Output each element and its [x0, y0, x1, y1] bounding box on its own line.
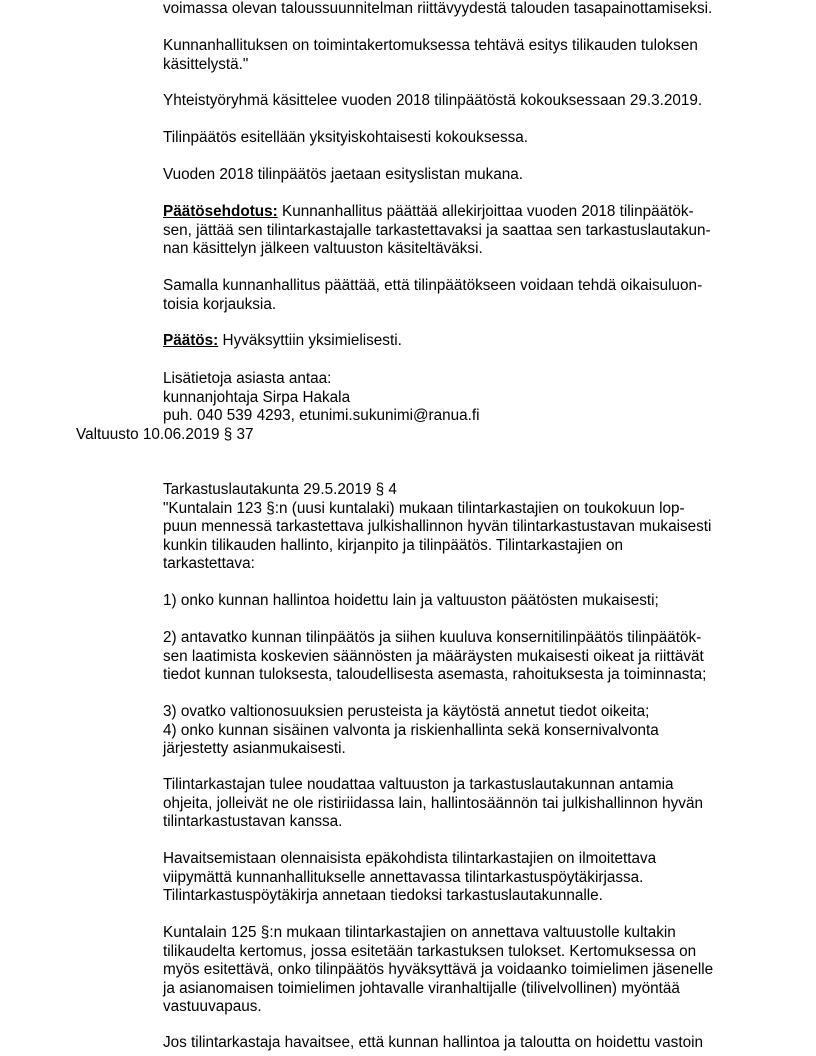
paragraph-cooperation-group: Yhteistyöryhmä käsittelee vuoden 2018 tilinpäätöstä kokouksessaan 29.3.2019.	[163, 92, 703, 109]
decision-paragraph	[163, 332, 753, 351]
meeting-heading: Valtuusto 10.06.2019 § 37	[76, 426, 254, 443]
paragraph-presentation: Tilinpäätös esitellään yksityiskohtaisesti kokouksessa.	[163, 129, 529, 146]
proposal-corrections: Samalla kunnanhallitus päättää, että tilinpäätökseen voidaan tehdä oikaisuluon- toisia korjauksia.	[163, 277, 703, 313]
continued-line: voimassa olevan taloussuunnitelman riittävyydestä talouden tasapainottamiseksi.	[163, 0, 713, 17]
contact-info: Lisätietoja asiasta antaa: kunnanjohtaja Sirpa Hakala puh. 040 539 4293, etunimi.sukunimi@ranua.fi	[163, 370, 480, 425]
audit-board-paragraph: Tarkastuslautakunta 29.5.2019 § 4 "Kuntalain 123 §:n (uusi kuntalaki) mukaan tilintarkastajien on toukokuun lop- puun mennessä tarkastettava julkishallinnon hyvän tilintarkastustavan mukaisesti kunkin tilikauden hallinto, kirjanpito ja tilinpäätös. Tilintarkastajien on tarkastettava:	[163, 481, 712, 573]
proposal-label: Päätösehdotus:	[163, 203, 278, 220]
proposal-text: Kunnanhallitus päättää allekirjoittaa vuoden 2018 tilinpäätök- sen, jättää sen tilintarkastajalle tarkastettavaksi ja saattaa sen tarkastuslautakun- nan käsittelyn jälkeen valtuuston käsiteltäväksi.	[163, 203, 711, 258]
paragraph-distribution: Vuoden 2018 tilinpäätös jaetaan esityslistan mukana.	[163, 166, 523, 183]
decision-text: Hyväksyttiin yksimielisesti.	[218, 332, 402, 349]
audit-items-3-4: 3) ovatko valtionosuuksien perusteista ja käytöstä annetut tiedot oikeita; 4) onko kunnan sisäinen valvonta ja riskienhallinta sekä konsernivalvonta järjestetty asianmukaisesti.	[163, 703, 659, 758]
audit-item-2: 2) antavatko kunnan tilinpäätös ja siihen kuuluva konsernitilinpäätös tilinpäätök- sen laatimista koskevien säännösten ja määräysten mukaisesti oikeat ja riittävät tiedot kunnan tuloksesta, taloudellisesta asemasta, rahoituksesta ja toiminnasta;	[163, 629, 707, 684]
proposal-paragraph	[163, 203, 753, 259]
paragraph-auditor-instructions: Tilintarkastajan tulee noudattaa valtuuston ja tarkastuslautakunnan antamia ohjeita, jolleivät ne ole ristiriidassa lain, hallintosäännön tai julkishallinnon hyvän tilintarkastustavan kanssa.	[163, 776, 703, 831]
audit-item-1: 1) onko kunnan hallintoa hoidettu lain ja valtuuston päätösten mukaisesti;	[163, 592, 659, 609]
paragraph-deficiencies: Havaitsemistaan olennaisista epäkohdista tilintarkastajien on ilmoitettava viipymättä kunnanhallitukselle annettavassa tilintarkastuspöytäkirjassa. Tilintarkastuspöytäkirja annetaan tiedoksi tarkastuslautakunnalle.	[163, 850, 657, 905]
paragraph-auditor-findings: Jos tilintarkastaja havaitsee, että kunnan hallintoa ja taloutta on hoidettu vastoin	[163, 1034, 703, 1051]
paragraph-audit-report: Kuntalain 125 §:n mukaan tilintarkastajien on annettava valtuustolle kultakin tilikaudelta kertomus, jossa esitetään tarkastuksen tulokset. Kertomuksessa on myös esitettävä, onko tilinpäätös hyväksyttävä ja voidaanko toimielimen jäsenelle ja asianomaisen toimielimen johtavalle viranhaltijalle (tilivelvollinen) myöntää vastuuvapaus.	[163, 924, 714, 1016]
decision-label: Päätös:	[163, 332, 219, 349]
paragraph-result-handling: Kunnanhallituksen on toimintakertomuksessa tehtävä esitys tilikauden tuloksen käsittelystä."	[163, 37, 698, 73]
